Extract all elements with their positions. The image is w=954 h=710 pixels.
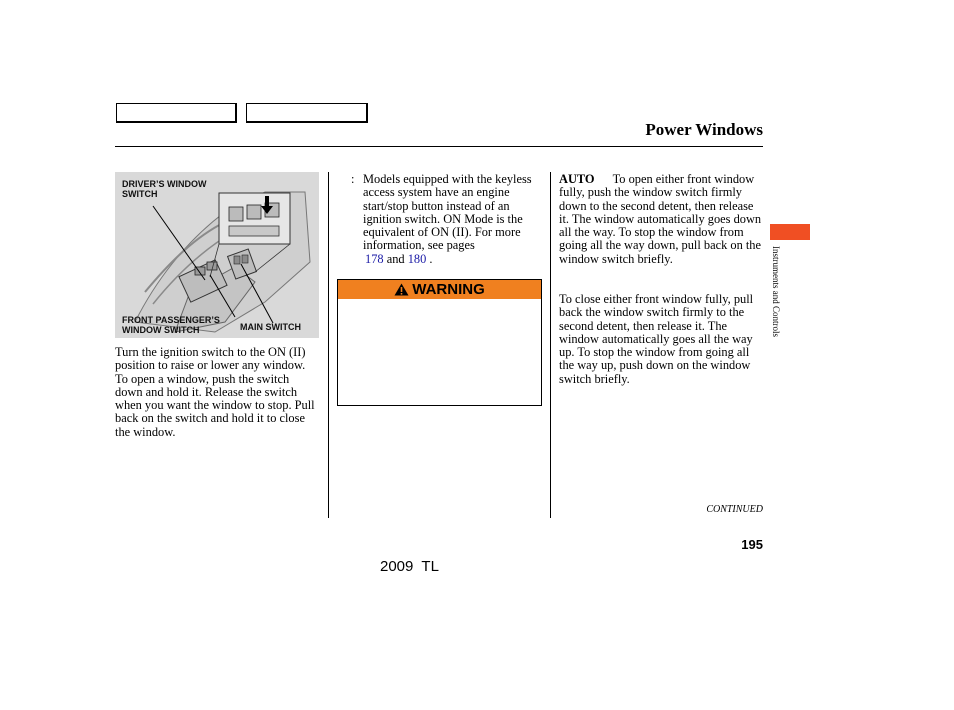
page-link-180[interactable]: 180 — [407, 251, 427, 266]
warning-label: WARNING — [412, 281, 485, 298]
section-tab — [770, 224, 810, 240]
section-label: Instruments and Controls — [771, 246, 781, 337]
page-title: Power Windows — [645, 120, 763, 139]
column-divider-1 — [328, 172, 329, 518]
warning-header — [338, 280, 541, 299]
note-period: . — [429, 251, 433, 266]
continued-label: CONTINUED — [706, 504, 763, 515]
label-main-switch: MAIN SWITCH — [240, 322, 301, 332]
column-divider-2 — [550, 172, 551, 518]
page-number: 195 — [741, 537, 763, 552]
close-paragraph: To close either front window fully, pull back the window switch firmly to the second detent, then release it. The window automatically goes all the way up. To stop the window from going all the way up, push down on the window switch briefly. — [559, 292, 754, 386]
nav-button-index[interactable] — [246, 103, 368, 123]
and-word: and — [386, 251, 405, 266]
keyless-note-text: Models equipped with the keyless access system have an engine start/stop button instead of an ignition switch. ON Mode is the equivalent of ON (II). For more information, see pages — [363, 172, 532, 253]
label-front-passengers-window-switch: FRONT PASSENGER’S WINDOW SWITCH — [122, 315, 220, 335]
header-rule — [115, 146, 763, 147]
label-drivers-window-switch: DRIVER’S WINDOW SWITCH — [122, 179, 207, 199]
keyless-note — [363, 173, 541, 266]
nav-button-contents[interactable] — [116, 103, 237, 123]
note-marker: : — [351, 172, 355, 186]
section-label-vertical — [769, 245, 783, 375]
intro-paragraph: Turn the ignition switch to the ON (II) position to raise or lower any window. To open a window, push the switch down and hold it. Release the switch when you want the window to stop. Pull back on the switch and hold it to close the window. — [115, 345, 315, 439]
window-switch-figure — [115, 172, 319, 338]
warning-triangle-icon — [394, 283, 409, 296]
auto-paragraph — [559, 173, 763, 266]
page-link-178[interactable]: 178 — [365, 251, 384, 266]
auto-label: AUTO — [559, 172, 595, 186]
model-footer: 2009 TL — [380, 558, 439, 575]
auto-text: To open either front window fully, push the window switch firmly down to the second detent, then release it. The window automatically goes down all the way. To stop the window from going all the way down, pull back on the window switch briefly. — [559, 172, 762, 266]
